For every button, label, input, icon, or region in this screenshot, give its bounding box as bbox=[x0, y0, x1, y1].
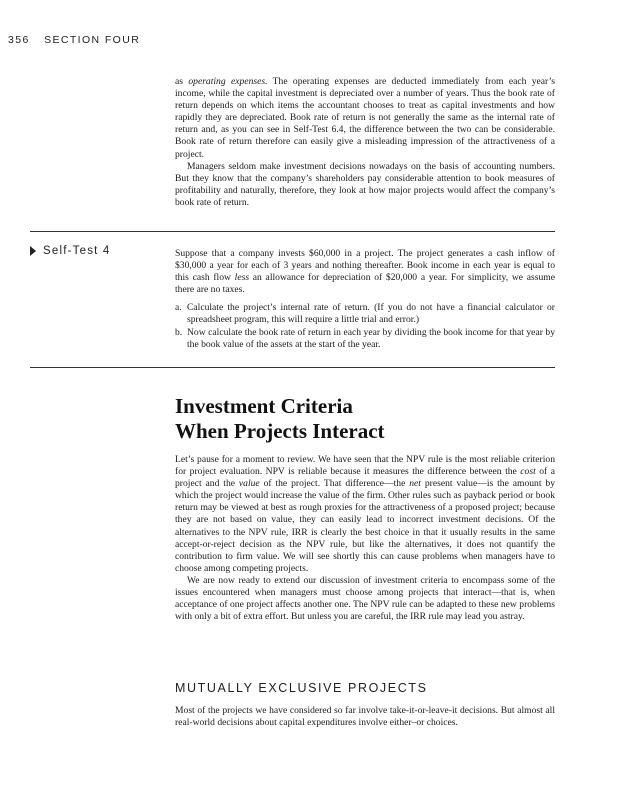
section-title: Investment Criteria When Projects Interact bbox=[175, 394, 385, 443]
subsection-paragraph-1: Most of the projects we have considered so far involve take-it-or-leave-it decisions. But almost all real-world decisions about capital expenditures involve either–or choices. bbox=[175, 705, 555, 729]
intro-text bbox=[175, 76, 555, 209]
self-test-items bbox=[175, 302, 555, 350]
intro-paragraph-2: Managers seldom make investment decisions nowadays on the basis of accounting numbers. But they know that the company’s shareholders pay considerable attention to book measures of profitability and naturally, therefore, they look at how major projects would affect the company’s book rate of return. bbox=[175, 160, 555, 208]
list-item: a. Calculate the project’s internal rate of return. (If you do not have a financial calculator or spreadsheet program, this will require a little trial and error.) bbox=[175, 302, 555, 326]
subsection-title: MUTUALLY EXCLUSIVE PROJECTS bbox=[175, 681, 428, 695]
list-item: b. Now calculate the book rate of return in each year by dividing the book income for that year by the book value of the assets at the start of the year. bbox=[175, 326, 555, 350]
subsection-body bbox=[175, 705, 555, 729]
section-paragraph-2: We are now ready to extend our discussion of investment criteria to encompass some of the issues encountered when managers must choose among projects that interact—that is, when acceptance of one project affects another one. The NPV rule can be adapted to these new problems with only a bit of extra effort. But unless you are careful, the IRR rule may lead you astray. bbox=[175, 574, 555, 623]
section-label: SECTION FOUR bbox=[44, 34, 141, 46]
running-header bbox=[8, 34, 150, 46]
self-test-bottom-rule bbox=[30, 367, 555, 368]
section-body bbox=[175, 454, 555, 623]
page-number: 356 bbox=[8, 34, 30, 46]
self-test-question: Suppose that a company invests $60,000 in a project. The project generates a cash inflow of $30,000 a year for each of 3 years and nothing thereafter. Book income in each year is equal to this cash flow less an allowance for depreciation of $20,000 a year. For simplicity, we assume there are no taxes. bbox=[175, 248, 555, 296]
section-paragraph-1: Let’s pause for a moment to review. We have seen that the NPV rule is the most reliable criterion for project evaluation. NPV is reliable because it measures the difference between the cost of a project and the value of the project. That difference—the net present value—is the amount by which the project would increase the value of the firm. Other rules such as payback period or book return may be viewed at best as rough proxies for the attractiveness of a proposed project; because they are not based on value, they can easily lead to incorrect investment decisions. Of the alternatives to the NPV rule, IRR is clearly the best choice in that it usually results in the same accept-or-reject decision as the NPV rule, but like the alternatives, it does not quantify the contribution to firm value. We will see shortly this can cause problems when managers have to choose among competing projects. bbox=[175, 454, 556, 574]
self-test-body bbox=[175, 248, 555, 351]
self-test-top-rule bbox=[30, 231, 555, 232]
self-test-label: Self-Test 4 bbox=[30, 245, 111, 257]
intro-paragraph-1: as operating expenses. The operating expenses are deducted immediately from each year’s income, while the capital investment is depreciated over a number of years. Thus the book rate of return depends on which items the accountant chooses to treat as capital investments and how rapidly they are depreciated. Book rate of return is not generally the same as the internal rate of return and, as you can see in Self-Test 6.4, the difference between the two can be considerable. Book rate of return therefore can easily give a misleading impression of the attractiveness of a project. bbox=[175, 76, 556, 160]
triangle-bullet-icon bbox=[30, 246, 36, 256]
